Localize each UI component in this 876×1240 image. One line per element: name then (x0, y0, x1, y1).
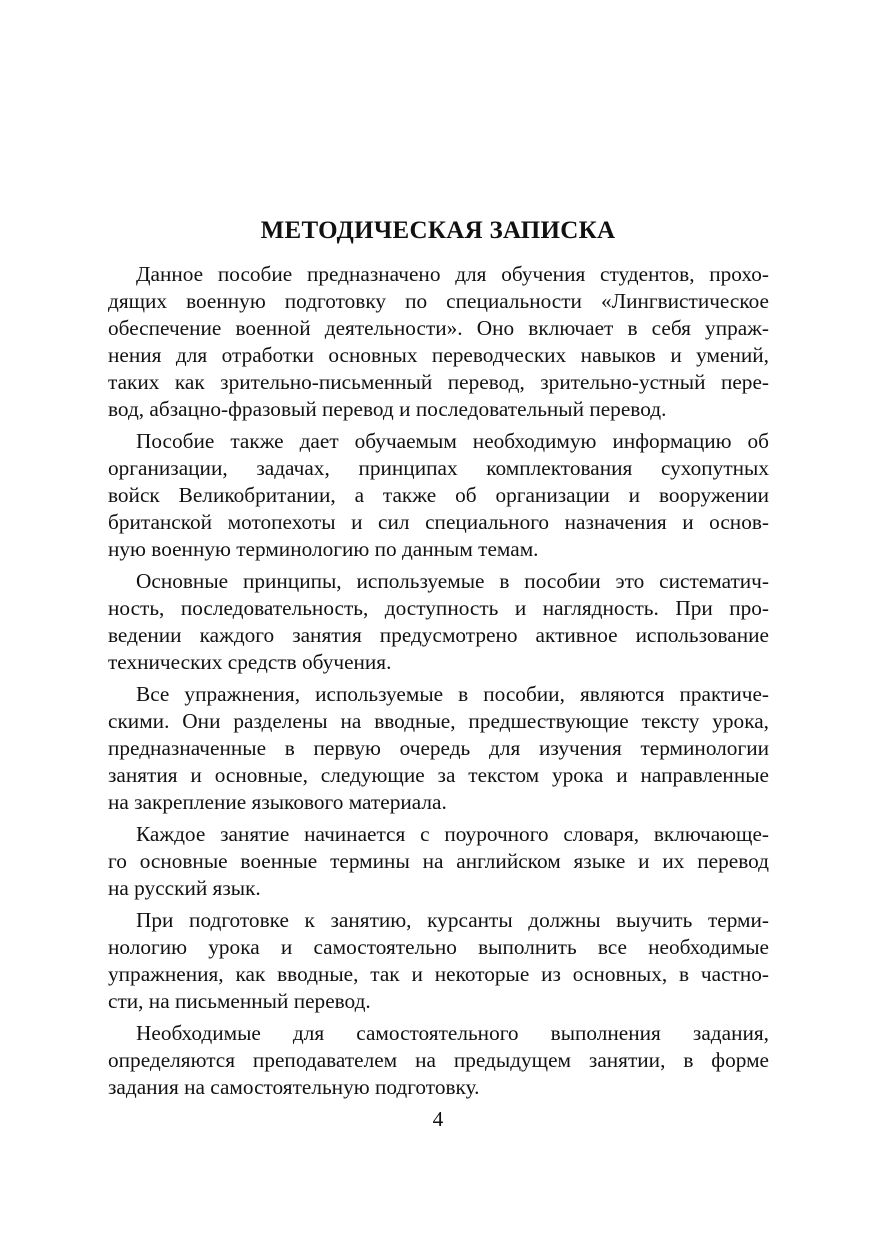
text-line: предназначенные в первую очередь для изучения терминологии (108, 736, 769, 760)
paragraph (108, 681, 769, 816)
paragraph (108, 568, 769, 676)
page-number: 4 (432, 1107, 444, 1131)
text-line: Данное пособие предназначено для обучения студентов, прохо- (136, 262, 769, 286)
text-line: войск Великобритании, а также об организации и вооружении (108, 483, 769, 507)
text-line: вод, абзацно-фразовый перевод и последовательный перевод. (108, 397, 667, 421)
text-line: технических средств обучения. (108, 650, 392, 674)
text-line: ную военную терминологию по данным темам. (108, 537, 539, 561)
paragraph (108, 1020, 769, 1101)
text-line: нения для отработки основных переводческих навыков и умений, (108, 343, 769, 367)
text-line: При подготовке к занятию, курсанты должны выучить терми- (136, 908, 769, 932)
text-line: го основные военные термины на английском языке и их перевод (108, 849, 769, 873)
text-line: задания на самостоятельную подготовку. (108, 1075, 480, 1099)
page-title: МЕТОДИЧЕСКАЯ ЗАПИСКА (260, 217, 616, 244)
paragraph (108, 821, 769, 902)
text-line: дящих военную подготовку по специальности «Лингвистическое (108, 289, 769, 313)
text-line: британской мотопехоты и сил специального назначения и основ- (108, 510, 769, 534)
paragraph (108, 907, 769, 1015)
text-line: упражнения, как вводные, так и некоторые из основных, в частно- (108, 962, 769, 986)
text-line: Все упражнения, используемые в пособии, являются практиче- (136, 682, 769, 706)
text-line: сти, на письменный перевод. (108, 989, 371, 1013)
text-line: обеспечение военной деятельности». Оно включает в себя упраж- (108, 316, 769, 340)
text-line: ность, последовательность, доступность и наглядность. При про- (108, 596, 769, 620)
text-line: на закрепление языкового материала. (108, 790, 447, 814)
text-line: таких как зрительно-письменный перевод, зрительно-устный пере- (108, 370, 769, 394)
text-line: ведении каждого занятия предусмотрено активное использование (108, 623, 769, 647)
text-line: занятия и основные, следующие за текстом урока и направленные (108, 763, 769, 787)
text-line: определяются преподавателем на предыдущем занятии, в форме (108, 1048, 769, 1072)
document-body (108, 261, 769, 1106)
text-line: скими. Они разделены на вводные, предшествующие тексту урока, (108, 709, 769, 733)
text-line: организации, задачах, принципах комплектования сухопутных (108, 456, 769, 480)
text-line: Основные принципы, используемые в пособии это систематич- (136, 569, 769, 593)
paragraph (108, 261, 769, 423)
text-line: Пособие также дает обучаемым необходимую информацию об (136, 429, 769, 453)
paragraph (108, 428, 769, 563)
text-line: Необходимые для самостоятельного выполнения задания, (136, 1021, 769, 1045)
text-line: Каждое занятие начинается с поурочного словаря, включающе- (136, 822, 769, 846)
text-line: на русский язык. (108, 876, 261, 900)
text-line: нологию урока и самостоятельно выполнить все необходимые (108, 935, 769, 959)
